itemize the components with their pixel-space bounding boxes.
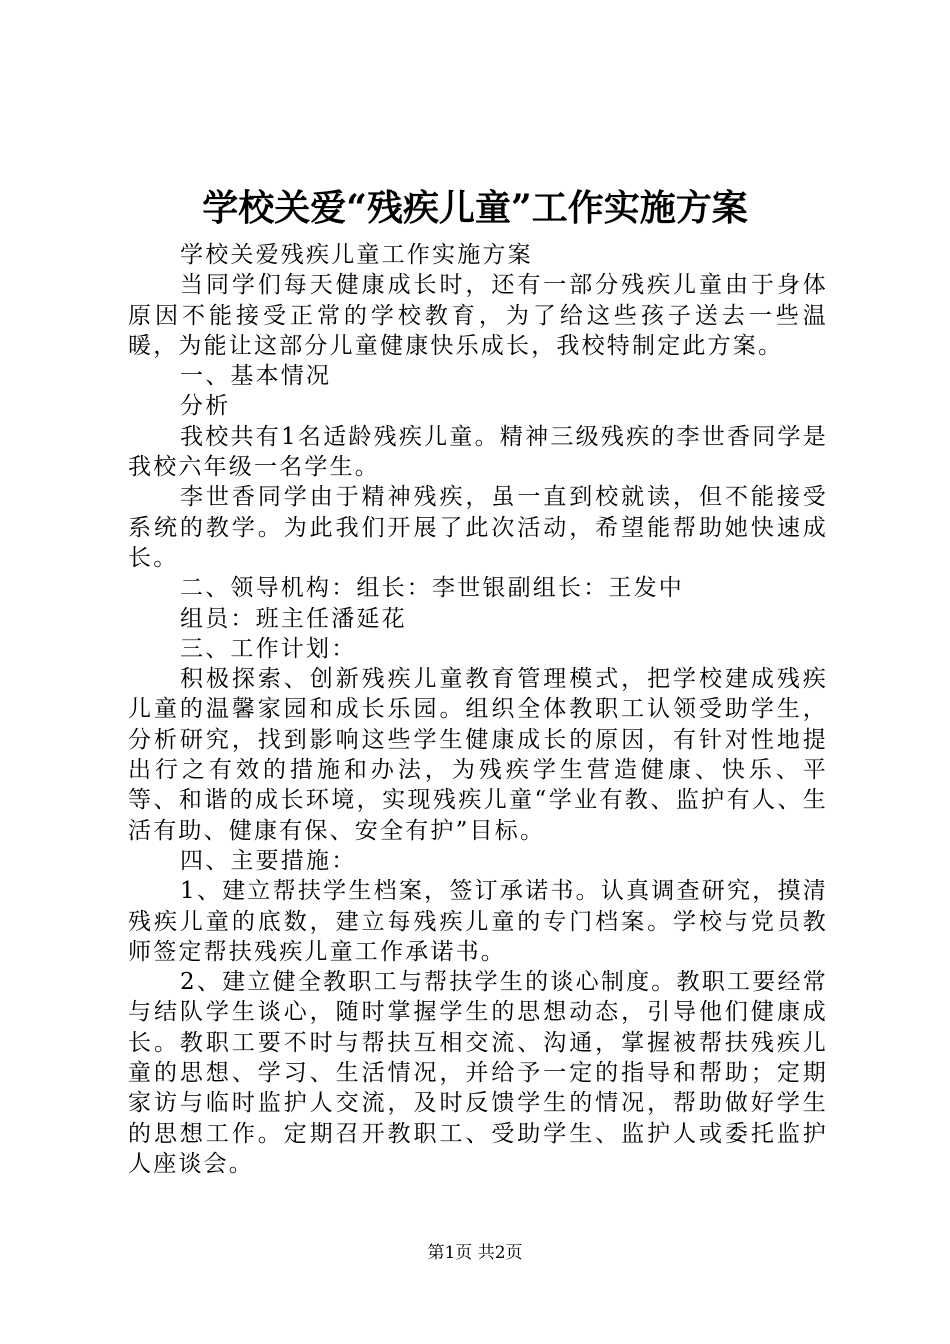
paragraph-subtitle: 学校关爱残疾儿童工作实施方案 xyxy=(180,242,533,268)
paragraph-student-count: 我校共有1名适龄残疾儿童。精神三级残疾的李世香同学是我校六年级一名学生。 xyxy=(128,423,828,481)
paragraph-student-detail: 李世香同学由于精神残疾，虽一直到校就读，但不能接受系统的教学。为此我们开展了此次活动，希望能帮助她快速成长。 xyxy=(128,484,828,571)
heading-analysis: 分析 xyxy=(180,393,231,420)
heading-main-measures: 四、主要措施： xyxy=(180,847,357,874)
page-footer: 第1页 共2页 xyxy=(427,1243,523,1263)
paragraph-members: 组员：班主任潘延花 xyxy=(180,605,407,632)
paragraph-measure-2: 2、建立健全教职工与帮扶学生的谈心制度。教职工要经常与结队学生谈心，随时掌握学生的思想动态，引导他们健康成长。教职工要不时与帮扶互相交流、沟通，掌握被帮扶残疾儿童的思想、学习、生活情况，并给予一定的指导和帮助；定期家访与临时监护人交流，及时反馈学生的情况，帮助做好学生的思想工作。定期召开教职工、受助学生、监护人或委托监护人座谈会。 xyxy=(128,969,828,1177)
document-body xyxy=(128,240,828,1179)
document-title: 学校关爱“残疾儿童”工作实施方案 xyxy=(202,187,748,229)
paragraph-measure-1: 1、建立帮扶学生档案，签订承诺书。认真调查研究，摸清残疾儿童的底数，建立每残疾儿童的专门档案。学校与党员教师签定帮扶残疾儿童工作承诺书。 xyxy=(128,878,828,965)
heading-work-plan: 三、工作计划： xyxy=(180,635,357,662)
paragraph-intro: 当同学们每天健康成长时，还有一部分残疾儿童由于身体原因不能接受正常的学校教育，为了给这些孩子送去一些温暖，为能让这部分儿童健康快乐成长，我校特制定此方案。 xyxy=(128,272,828,359)
heading-leadership: 二、领导机构：组长：李世银副组长：王发中 xyxy=(180,575,684,602)
paragraph-work-plan: 积极探索、创新残疾儿童教育管理模式，把学校建成残疾儿童的温馨家园和成长乐园。组织全体教职工认领受助学生，分析研究，找到影响这些学生健康成长的原因，有针对性地提出行之有效的措施和办法，为残疾学生营造健康、快乐、平等、和谐的成长环境，实现残疾儿童“学业有教、监护有人、生活有助、健康有保、安全有护”目标。 xyxy=(128,666,828,844)
heading-basic-situation: 一、基本情况 xyxy=(180,363,332,390)
